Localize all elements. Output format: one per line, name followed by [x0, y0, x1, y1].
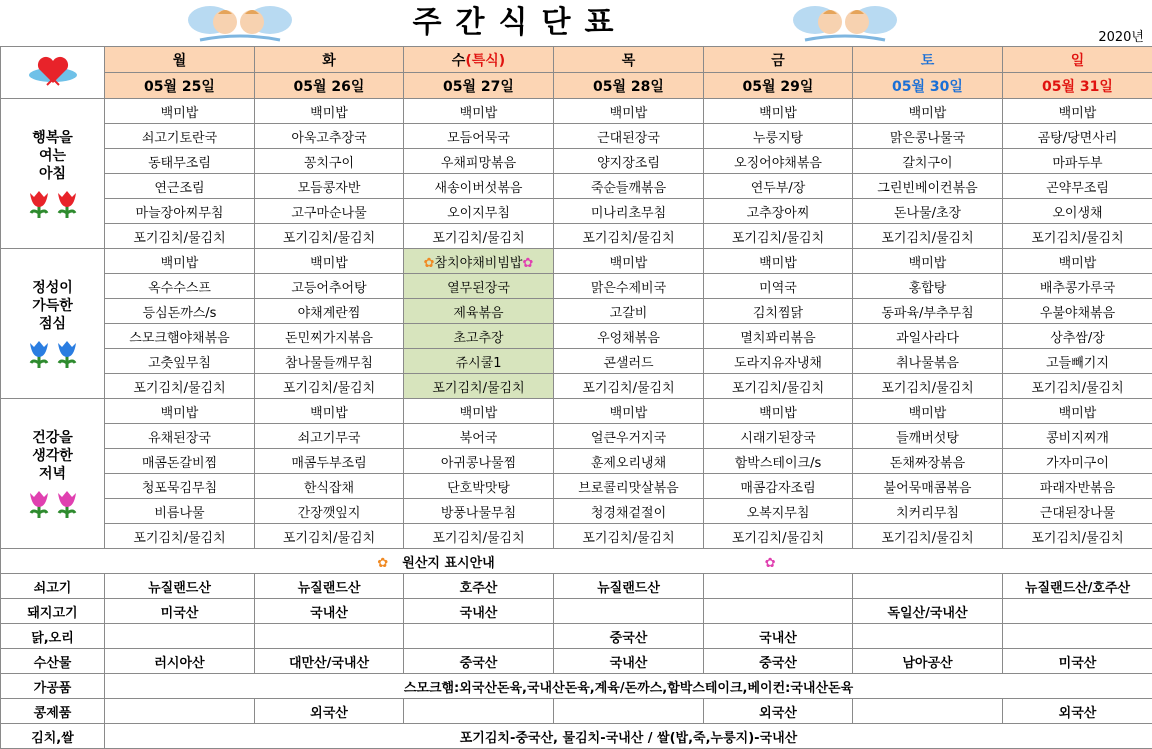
origin-value: 러시아산 [105, 649, 255, 674]
origin-value: 외국산 [1003, 699, 1152, 724]
menu-item: 백미밥 [105, 99, 255, 124]
special-menu-text: 참치야채비빔밥 [435, 256, 523, 271]
menu-item: 등심돈까스/s [105, 299, 255, 324]
meal-label-line: 저녁 [1, 465, 104, 483]
menu-item: 고들빼기지 [1003, 349, 1152, 374]
menu-item: 멸치꽈리볶음 [704, 324, 853, 349]
origin-value: 미국산 [1003, 649, 1152, 674]
menu-item: 돈나물/초장 [853, 199, 1003, 224]
tulip-icon [23, 339, 83, 369]
menu-item: 참나물들깨무침 [255, 349, 404, 374]
meal-label-line: 생각한 [1, 447, 104, 465]
origin-value: 대만산/국내산 [255, 649, 404, 674]
origin-row-bean [1, 699, 1152, 724]
origin-value [105, 699, 255, 724]
origin-value [1003, 599, 1152, 624]
origin-label: 돼지고기 [1, 599, 105, 624]
menu-item: 포기김치/물김치 [105, 524, 255, 549]
menu-item: 미나리초무침 [554, 199, 704, 224]
menu-item: 백미밥 [404, 99, 554, 124]
menu-item: 고구마순나물 [255, 199, 404, 224]
dinner-row [1, 399, 1152, 424]
menu-item: 포기김치/물김치 [105, 224, 255, 249]
menu-item: 포기김치/물김치 [853, 224, 1003, 249]
day-mon: 월 [105, 47, 255, 73]
menu-item: 포기김치/물김치 [704, 374, 853, 399]
menu-item: 새송이버섯볶음 [404, 174, 554, 199]
date-sat: 05월 30일 [853, 73, 1003, 99]
menu-item: 죽순들깨볶음 [554, 174, 704, 199]
menu-item: 그린빈베이컨볶음 [853, 174, 1003, 199]
origin-value [853, 699, 1003, 724]
breakfast-row [1, 124, 1152, 149]
origin-title-text: 원산지 표시안내 [402, 556, 494, 571]
menu-item: 백미밥 [554, 249, 704, 274]
menu-item: 방풍나물무침 [404, 499, 554, 524]
origin-label: 쇠고기 [1, 574, 105, 599]
menu-item: 청포묵김무침 [105, 474, 255, 499]
date-sun: 05월 31일 [1003, 73, 1152, 99]
menu-item: 돈민찌가지볶음 [255, 324, 404, 349]
date-fri: 05월 29일 [704, 73, 853, 99]
tulip-icon [23, 189, 83, 219]
special-menu-item [404, 249, 554, 274]
origin-value: 국내산 [704, 624, 853, 649]
menu-item: 고등어추어탕 [255, 274, 404, 299]
date-thu: 05월 28일 [554, 73, 704, 99]
menu-item: 아귀콩나물찜 [404, 449, 554, 474]
menu-item: 포기김치/물김치 [704, 224, 853, 249]
day-tue: 화 [255, 47, 404, 73]
menu-item: 포기김치/물김치 [554, 374, 704, 399]
lunch-row [1, 349, 1152, 374]
meal-label-line: 정성이 [1, 279, 104, 297]
origin-value [853, 574, 1003, 599]
day-sun: 일 [1003, 47, 1152, 73]
menu-item: 스모크햄야채볶음 [105, 324, 255, 349]
date-mon: 05월 25일 [105, 73, 255, 99]
lunch-label [1, 249, 105, 399]
menu-item: 백미밥 [1003, 249, 1152, 274]
origin-value [554, 699, 704, 724]
lunch-row [1, 324, 1152, 349]
origin-value: 독일산/국내산 [853, 599, 1003, 624]
menu-item: 간장깻잎지 [255, 499, 404, 524]
menu-item: 곤약무조림 [1003, 174, 1152, 199]
menu-item: 포기김치/물김치 [255, 224, 404, 249]
day-thu: 목 [554, 47, 704, 73]
menu-item: 동태무조림 [105, 149, 255, 174]
menu-item: 고춧잎무침 [105, 349, 255, 374]
menu-item: 야채계란찜 [255, 299, 404, 324]
menu-item: 포기김치/물김치 [853, 374, 1003, 399]
menu-item: 홍합탕 [853, 274, 1003, 299]
origin-value [105, 624, 255, 649]
origin-value [255, 624, 404, 649]
dinner-row [1, 524, 1152, 549]
tulip-icon [23, 489, 83, 519]
menu-item: 갈치구이 [853, 149, 1003, 174]
menu-item: 맑은콩나물국 [853, 124, 1003, 149]
menu-item: 근대된장국 [554, 124, 704, 149]
meal-label-line: 가득한 [1, 297, 104, 315]
origin-value: 남아공산 [853, 649, 1003, 674]
lunch-row [1, 374, 1152, 399]
dinner-row [1, 474, 1152, 499]
menu-item: 우채피망볶음 [404, 149, 554, 174]
header-row-days [1, 47, 1152, 73]
menu-item: 가자미구이 [1003, 449, 1152, 474]
dinner-row [1, 424, 1152, 449]
menu-item: 불어묵매콤볶음 [853, 474, 1003, 499]
menu-item: 백미밥 [853, 249, 1003, 274]
menu-item: 고추장아찌 [704, 199, 853, 224]
origin-label: 닭,오리 [1, 624, 105, 649]
day-wed [404, 47, 554, 73]
origin-value: 국내산 [554, 649, 704, 674]
breakfast-row [1, 199, 1152, 224]
origin-value [704, 599, 853, 624]
menu-item: 백미밥 [704, 99, 853, 124]
menu-item: 단호박맛탕 [404, 474, 554, 499]
flower-icon: ✿ [377, 556, 388, 571]
menu-item: 쇠고기토란국 [105, 124, 255, 149]
menu-item: 백미밥 [554, 399, 704, 424]
special-menu-item: 제육볶음 [404, 299, 554, 324]
menu-item: 청경채겉절이 [554, 499, 704, 524]
origin-value: 외국산 [704, 699, 853, 724]
day-wed-label: 수(특식) [452, 53, 505, 69]
menu-item: 매콤두부조림 [255, 449, 404, 474]
menu-item: 치커리무침 [853, 499, 1003, 524]
menu-item: 포기김치/물김치 [105, 374, 255, 399]
menu-item: 모듬콩자반 [255, 174, 404, 199]
breakfast-label [1, 99, 105, 249]
menu-item: 백미밥 [853, 399, 1003, 424]
menu-item: 연두부/장 [704, 174, 853, 199]
origin-title-row [1, 549, 1152, 574]
header-row-dates [1, 73, 1152, 99]
menu-item: 백미밥 [704, 249, 853, 274]
meal-label-line: 행복을 [1, 129, 104, 147]
menu-item: 백미밥 [255, 99, 404, 124]
origin-value: 중국산 [704, 649, 853, 674]
menu-item: 마늘장아찌무침 [105, 199, 255, 224]
heart-icon [25, 53, 81, 89]
page-title: 주간식단표 [330, 2, 710, 44]
menu-item: 곰탕/당면사리 [1003, 124, 1152, 149]
origin-label: 가공품 [1, 674, 105, 699]
lunch-row [1, 299, 1152, 324]
origin-value: 외국산 [255, 699, 404, 724]
origin-value: 미국산 [105, 599, 255, 624]
dinner-row [1, 499, 1152, 524]
origin-value: 뉴질랜드산 [105, 574, 255, 599]
menu-item: 백미밥 [1003, 99, 1152, 124]
menu-item: 백미밥 [853, 99, 1003, 124]
menu-item: 포기김치/물김치 [1003, 374, 1152, 399]
menu-item: 콘샐러드 [554, 349, 704, 374]
menu-item: 브로콜리맛살볶음 [554, 474, 704, 499]
origin-row-processed [1, 674, 1152, 699]
special-menu-item: 포기김치/물김치 [404, 374, 554, 399]
lunch-row [1, 249, 1152, 274]
menu-item: 얼큰우거지국 [554, 424, 704, 449]
breakfast-row [1, 149, 1152, 174]
menu-item: 포기김치/물김치 [255, 524, 404, 549]
menu-item: 우불야채볶음 [1003, 299, 1152, 324]
cherub-icon [180, 0, 300, 46]
menu-item: 오이생채 [1003, 199, 1152, 224]
origin-row-beef [1, 574, 1152, 599]
menu-item: 유채된장국 [105, 424, 255, 449]
menu-item: 동파육/부추무침 [853, 299, 1003, 324]
origin-title [1, 549, 1152, 574]
flower-icon: ✿ [424, 256, 435, 271]
flower-icon: ✿ [522, 256, 533, 271]
breakfast-row [1, 224, 1152, 249]
menu-item: 오복지무침 [704, 499, 853, 524]
origin-value: 호주산 [404, 574, 554, 599]
origin-row-pork [1, 599, 1152, 624]
origin-row-kimchi [1, 724, 1152, 749]
menu-item: 백미밥 [105, 249, 255, 274]
menu-item: 마파두부 [1003, 149, 1152, 174]
menu-item: 미역국 [704, 274, 853, 299]
origin-label: 김치,쌀 [1, 724, 105, 749]
origin-value [404, 624, 554, 649]
menu-item: 김치찜닭 [704, 299, 853, 324]
menu-item: 백미밥 [255, 399, 404, 424]
menu-item: 쇠고기무국 [255, 424, 404, 449]
origin-value: 뉴질랜드산 [255, 574, 404, 599]
menu-item: 함박스테이크/s [704, 449, 853, 474]
page-header [0, 0, 1152, 47]
origin-value: 국내산 [404, 599, 554, 624]
menu-item: 백미밥 [105, 399, 255, 424]
cherub-icon [785, 0, 905, 46]
menu-item: 근대된장나물 [1003, 499, 1152, 524]
menu-item: 백미밥 [1003, 399, 1152, 424]
menu-item: 포기김치/물김치 [704, 524, 853, 549]
menu-item: 양지장조림 [554, 149, 704, 174]
origin-value [853, 624, 1003, 649]
menu-item: 모듬어묵국 [404, 124, 554, 149]
menu-item: 콩비지찌개 [1003, 424, 1152, 449]
menu-item: 북어국 [404, 424, 554, 449]
breakfast-row [1, 174, 1152, 199]
date-tue: 05월 26일 [255, 73, 404, 99]
origin-value [1003, 624, 1152, 649]
flower-icon: ✿ [765, 556, 776, 571]
menu-item: 백미밥 [404, 399, 554, 424]
menu-item: 돈채짜장볶음 [853, 449, 1003, 474]
origin-label: 콩제품 [1, 699, 105, 724]
menu-item: 포기김치/물김치 [1003, 524, 1152, 549]
origin-label: 수산물 [1, 649, 105, 674]
menu-item: 옥수수스프 [105, 274, 255, 299]
menu-table [0, 46, 1152, 749]
menu-item: 고갈비 [554, 299, 704, 324]
origin-value: 중국산 [404, 649, 554, 674]
origin-note: 스모크햄:외국산돈육,국내산돈육,계육/돈까스,함박스테이크,베이컨:국내산돈육 [105, 674, 1152, 699]
origin-value: 뉴질랜드산/호주산 [1003, 574, 1152, 599]
origin-note: 포기김치-중국산, 물김치-국내산 / 쌀(밥,죽,누룽지)-국내산 [105, 724, 1152, 749]
dinner-label [1, 399, 105, 549]
origin-value [704, 574, 853, 599]
menu-item: 백미밥 [255, 249, 404, 274]
menu-item: 포기김치/물김치 [255, 374, 404, 399]
day-fri: 금 [704, 47, 853, 73]
menu-item: 누룽지탕 [704, 124, 853, 149]
special-menu-item: 초고추장 [404, 324, 554, 349]
menu-item: 포기김치/물김치 [404, 224, 554, 249]
origin-value [404, 699, 554, 724]
menu-item: 포기김치/물김치 [404, 524, 554, 549]
menu-item: 상추쌈/장 [1003, 324, 1152, 349]
menu-item: 백미밥 [704, 399, 853, 424]
origin-value [554, 599, 704, 624]
origin-value: 뉴질랜드산 [554, 574, 704, 599]
menu-item: 매콤돈갈비찜 [105, 449, 255, 474]
year-label: 2020년 [1098, 26, 1144, 45]
breakfast-row [1, 99, 1152, 124]
menu-item: 아욱고추장국 [255, 124, 404, 149]
special-menu-item: 열무된장국 [404, 274, 554, 299]
menu-item: 들깨버섯탕 [853, 424, 1003, 449]
menu-item: 오징어야채볶음 [704, 149, 853, 174]
menu-item: 배추콩가루국 [1003, 274, 1152, 299]
origin-value: 국내산 [255, 599, 404, 624]
menu-item: 연근조림 [105, 174, 255, 199]
menu-item: 맑은수제비국 [554, 274, 704, 299]
menu-item: 한식잡채 [255, 474, 404, 499]
menu-item: 도라지유자냉채 [704, 349, 853, 374]
origin-row-chicken [1, 624, 1152, 649]
date-wed: 05월 27일 [404, 73, 554, 99]
lunch-row [1, 274, 1152, 299]
menu-item: 포기김치/물김치 [554, 524, 704, 549]
menu-item: 매콤감자조림 [704, 474, 853, 499]
menu-item: 우엉채볶음 [554, 324, 704, 349]
menu-item: 과일사라다 [853, 324, 1003, 349]
meal-label-line: 아침 [1, 165, 104, 183]
meal-label-line: 점심 [1, 315, 104, 333]
special-menu-item: 쥬시쿨1 [404, 349, 554, 374]
menu-item: 비름나물 [105, 499, 255, 524]
menu-item: 파래자반볶음 [1003, 474, 1152, 499]
menu-item: 취나물볶음 [853, 349, 1003, 374]
origin-value: 중국산 [554, 624, 704, 649]
menu-item: 포기김치/물김치 [1003, 224, 1152, 249]
menu-item: 시래기된장국 [704, 424, 853, 449]
menu-item: 포기김치/물김치 [554, 224, 704, 249]
meal-label-line: 여는 [1, 147, 104, 165]
dinner-row [1, 449, 1152, 474]
day-sat: 토 [853, 47, 1003, 73]
menu-item: 포기김치/물김치 [853, 524, 1003, 549]
meal-label-line: 건강을 [1, 429, 104, 447]
corner-cell [1, 47, 105, 99]
menu-item: 백미밥 [554, 99, 704, 124]
menu-item: 오이지무침 [404, 199, 554, 224]
special-day-tag: (특식) [465, 53, 505, 69]
menu-item: 꽁치구이 [255, 149, 404, 174]
menu-item: 훈제오리냉채 [554, 449, 704, 474]
origin-row-seafood [1, 649, 1152, 674]
